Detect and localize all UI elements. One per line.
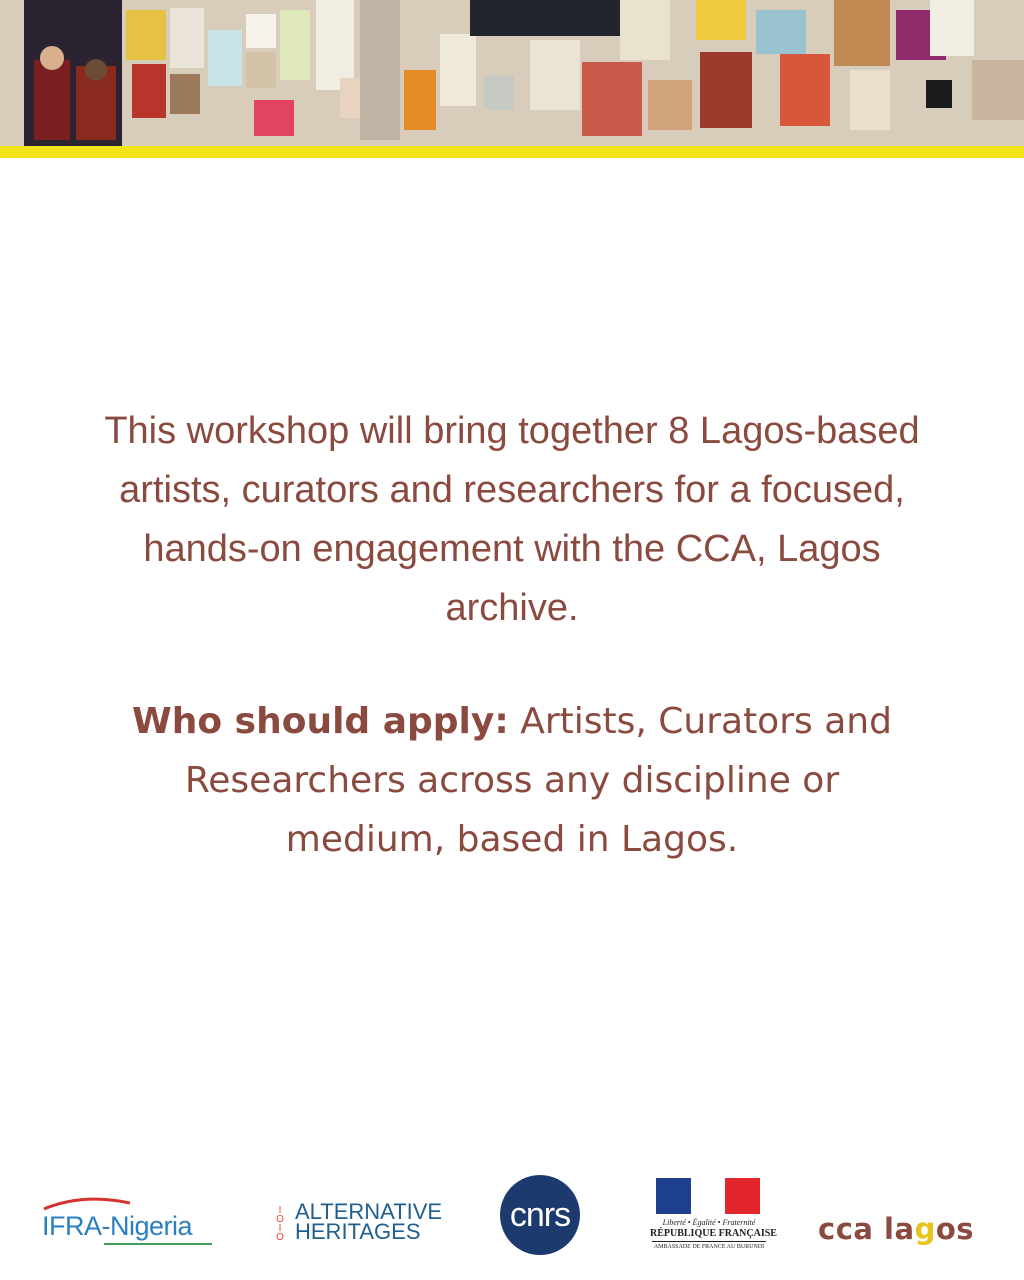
poster-wall-image [0,0,1024,146]
heritage-mark-icon: I O I O [276,1205,284,1243]
cca-lagos-logo: cca lagos [818,1212,975,1246]
republique-francaise-logo: Liberté • Égalité • Fraternité RÉPUBLIQUE FRANÇAISE AMBASSADE DE FRANCE AU BURUNDI [650,1178,768,1254]
who-should-apply [100,692,924,869]
banner-photo [0,0,1024,146]
ifra-nigeria-logo: IFRA-Nigeria [42,1195,212,1253]
who-label: Who should apply: [132,701,509,742]
workshop-description: This workshop will bring together 8 Lagos-based artists, curators and researchers for a focused, hands-on engagement with the CCA, Lagos archive. [104,410,920,629]
cnrs-logo: cnrs [500,1175,580,1255]
who-text: Artists, Curators and Researchers across any discipline or medium, based in Lagos. [184,701,892,860]
ifra-swoosh-icon [42,1195,132,1211]
french-flag-icon [656,1178,760,1214]
alternative-heritages-logo: I O I O ALTERNATIVE HERITAGES [276,1199,443,1244]
accent-strip [0,146,1024,158]
